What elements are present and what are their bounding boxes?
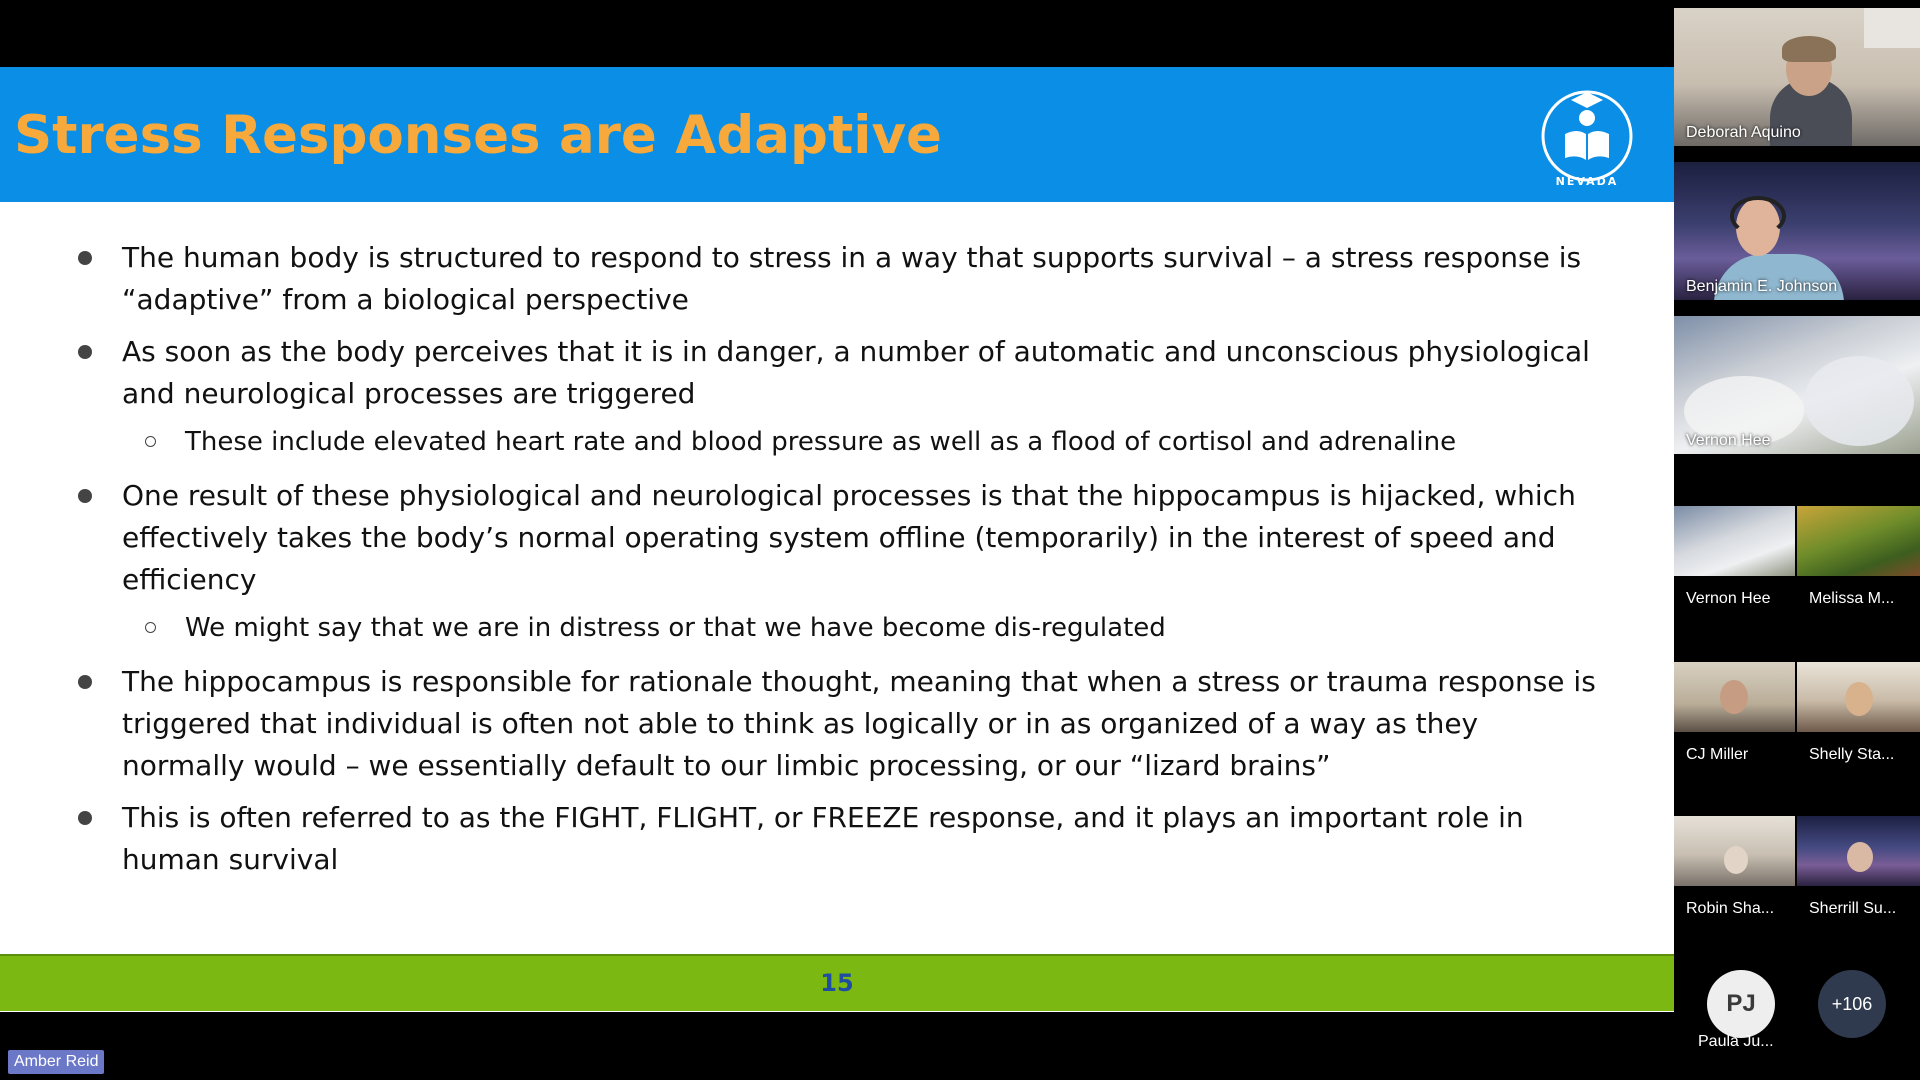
person-hair: [1782, 36, 1836, 62]
bullet-text: The hippocampus is responsible for rationale thought, meaning that when a stress or trauma response is triggered that individual is often not able to think as logically or in as organized of a way as they normally would – we essentially default to our limbic processing, or our “lizard brains”: [122, 665, 1596, 782]
svg-text:NEVADA: NEVADA: [1555, 175, 1619, 188]
participant-name: Vernon Hee: [1686, 590, 1771, 607]
participant-video-tile[interactable]: [1674, 816, 1795, 886]
video-background-shape: [1804, 356, 1914, 446]
person-head: [1847, 842, 1873, 872]
sub-bullet-circle-icon: [145, 436, 156, 447]
participant-name: Deborah Aquino: [1686, 124, 1801, 141]
participant-name: Sherrill Su...: [1809, 900, 1897, 917]
sub-bullet-text: These include elevated heart rate and blood pressure as well as a flood of cortisol and adrenaline: [185, 427, 1457, 457]
participant-video-tile[interactable]: [1674, 162, 1920, 300]
participant-name: Vernon Hee: [1686, 432, 1771, 449]
bullet-item: [0, 475, 1602, 601]
bullet-dot-icon: [78, 251, 92, 265]
slide-header: [0, 67, 1674, 202]
bullet-dot-icon: [78, 489, 92, 503]
slide-title: Stress Responses are Adaptive: [14, 105, 942, 166]
participant-avatar[interactable]: PJ: [1707, 970, 1775, 1038]
video-background-shape: [1864, 8, 1920, 48]
bullet-item: [0, 237, 1602, 321]
bullet-item: [0, 661, 1602, 787]
sub-bullet-circle-icon: [145, 622, 156, 633]
participant-video-tile[interactable]: [1797, 506, 1920, 576]
participant-video-tile[interactable]: [1797, 816, 1920, 886]
participant-video-tile[interactable]: [1674, 316, 1920, 454]
bullet-dot-icon: [78, 345, 92, 359]
bullet-text: This is often referred to as the FIGHT, FLIGHT, or FREEZE response, and it plays an important role in human survival: [122, 801, 1524, 876]
more-participants-button[interactable]: +106: [1818, 970, 1886, 1038]
participant-name: Paula Ju...: [1698, 1033, 1774, 1050]
slide-bullet-list: [0, 237, 1674, 891]
sub-bullet-item: [0, 423, 1585, 461]
nevada-department-of-education-logo-icon: [1537, 84, 1637, 192]
bullet-text: One result of these physiological and neurological processes is that the hippocampus is hijacked, which effectively takes the body’s normal operating system offline (temporarily) in the interest of speed and efficiency: [122, 479, 1576, 596]
sub-bullet-text: We might say that we are in distress or that we have become dis-regulated: [185, 613, 1166, 643]
participant-video-tile[interactable]: [1674, 662, 1795, 732]
bullet-item: [0, 797, 1602, 881]
participant-video-tile[interactable]: [1797, 662, 1920, 732]
bullet-dot-icon: [78, 811, 92, 825]
headphones-icon: [1730, 196, 1786, 236]
person-head: [1845, 682, 1873, 716]
slide-page-number: 15: [820, 969, 854, 997]
shared-slide: [0, 67, 1674, 1012]
participant-name: Shelly Sta...: [1809, 746, 1895, 763]
participant-video-tile[interactable]: [1674, 506, 1795, 576]
presenter-name-label: Amber Reid: [8, 1050, 104, 1074]
slide-footer-bar: [0, 954, 1674, 1011]
participant-name: CJ Miller: [1686, 746, 1749, 763]
participant-name: Benjamin E. Johnson: [1686, 278, 1838, 295]
person-head: [1720, 680, 1748, 714]
participant-gallery[interactable]: [1674, 0, 1920, 1080]
bullet-text: As soon as the body perceives that it is in danger, a number of automatic and unconscious physiological and neurological processes are triggered: [122, 335, 1590, 410]
person-head: [1724, 846, 1748, 874]
sub-bullet-item: [0, 609, 1585, 647]
participant-name: Robin Sha...: [1686, 900, 1775, 917]
participant-video-tile[interactable]: [1674, 8, 1920, 146]
participant-name: Melissa M...: [1809, 590, 1895, 607]
bullet-text: The human body is structured to respond to stress in a way that supports survival – a stress response is “adaptive” from a biological perspective: [122, 241, 1582, 316]
bullet-item: [0, 331, 1602, 415]
bullet-dot-icon: [78, 675, 92, 689]
